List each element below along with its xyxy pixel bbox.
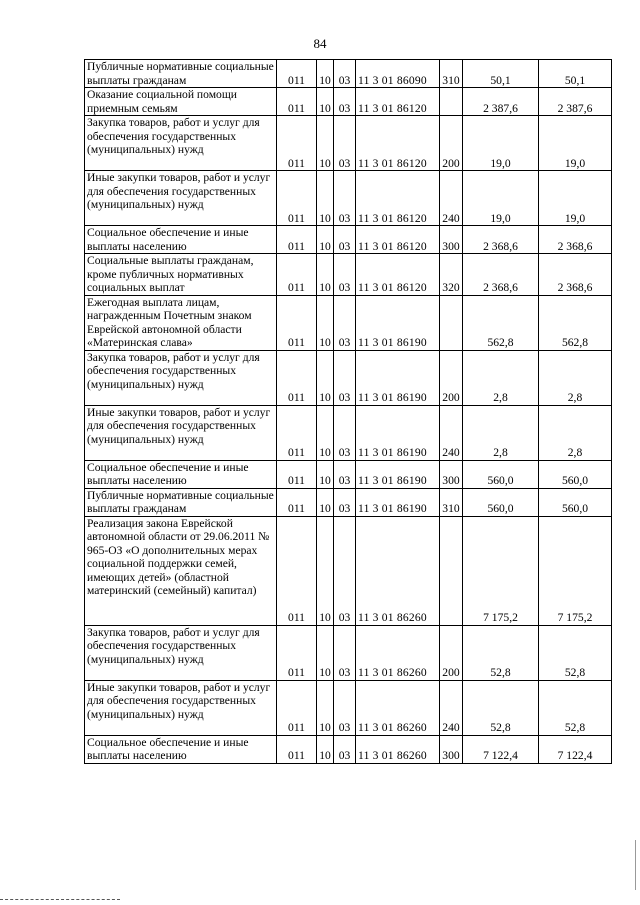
amount-2-cell: 7 175,2 bbox=[539, 516, 612, 625]
section-code-cell: 10 bbox=[317, 460, 334, 488]
target-article-cell: 11 3 01 86260 bbox=[356, 735, 440, 763]
grbs-code-cell: 011 bbox=[277, 488, 317, 516]
section-code-cell: 10 bbox=[317, 735, 334, 763]
grbs-code-cell: 011 bbox=[277, 460, 317, 488]
grbs-code-cell: 011 bbox=[277, 295, 317, 350]
row-name-cell: Закупка товаров, работ и услуг для обеспечения государственных (муниципальных) нужд bbox=[85, 350, 277, 405]
row-name-cell: Иные закупки товаров, работ и услуг для обеспечения государственных (муниципальных) нужд bbox=[85, 680, 277, 735]
amount-1-cell: 562,8 bbox=[463, 295, 539, 350]
subsection-code-cell: 03 bbox=[334, 735, 356, 763]
target-article-cell: 11 3 01 86260 bbox=[356, 680, 440, 735]
amount-2-cell: 19,0 bbox=[539, 116, 612, 171]
target-article-cell: 11 3 01 86260 bbox=[356, 625, 440, 680]
amount-2-cell: 7 122,4 bbox=[539, 735, 612, 763]
expense-type-cell bbox=[440, 295, 463, 350]
amount-1-cell: 7 175,2 bbox=[463, 516, 539, 625]
target-article-cell: 11 3 01 86120 bbox=[356, 88, 440, 116]
table-row bbox=[85, 60, 612, 88]
target-article-cell: 11 3 01 86190 bbox=[356, 295, 440, 350]
table-row bbox=[85, 680, 612, 735]
row-name-cell: Закупка товаров, работ и услуг для обеспечения государственных (муниципальных) нужд bbox=[85, 116, 277, 171]
expense-type-cell: 320 bbox=[440, 254, 463, 296]
section-code-cell: 10 bbox=[317, 116, 334, 171]
amount-1-cell: 2 368,6 bbox=[463, 254, 539, 296]
grbs-code-cell: 011 bbox=[277, 226, 317, 254]
row-name-cell: Закупка товаров, работ и услуг для обеспечения государственных (муниципальных) нужд bbox=[85, 625, 277, 680]
amount-1-cell: 2 387,6 bbox=[463, 88, 539, 116]
row-name-cell: Социальные выплаты гражданам, кроме публичных нормативных социальных выплат bbox=[85, 254, 277, 296]
subsection-code-cell: 03 bbox=[334, 226, 356, 254]
amount-2-cell: 2 368,6 bbox=[539, 254, 612, 296]
section-code-cell: 10 bbox=[317, 295, 334, 350]
section-code-cell: 10 bbox=[317, 350, 334, 405]
grbs-code-cell: 011 bbox=[277, 405, 317, 460]
amount-2-cell: 560,0 bbox=[539, 488, 612, 516]
table-row bbox=[85, 460, 612, 488]
budget-table bbox=[84, 59, 612, 764]
expense-type-cell: 200 bbox=[440, 350, 463, 405]
subsection-code-cell: 03 bbox=[334, 116, 356, 171]
table-body bbox=[85, 60, 612, 764]
subsection-code-cell: 03 bbox=[334, 488, 356, 516]
amount-1-cell: 7 122,4 bbox=[463, 735, 539, 763]
amount-2-cell: 2,8 bbox=[539, 350, 612, 405]
table-row bbox=[85, 350, 612, 405]
expense-type-cell: 310 bbox=[440, 60, 463, 88]
target-article-cell: 11 3 01 86120 bbox=[356, 116, 440, 171]
row-name-cell: Ежегодная выплата лицам, награжденным Почетным знаком Еврейской автономной области «Материнская слава» bbox=[85, 295, 277, 350]
target-article-cell: 11 3 01 86120 bbox=[356, 226, 440, 254]
row-name-cell: Социальное обеспечение и иные выплаты населению bbox=[85, 735, 277, 763]
subsection-code-cell: 03 bbox=[334, 680, 356, 735]
expense-type-cell: 300 bbox=[440, 735, 463, 763]
table-row bbox=[85, 88, 612, 116]
section-code-cell: 10 bbox=[317, 405, 334, 460]
table-row bbox=[85, 254, 612, 296]
table-row bbox=[85, 516, 612, 625]
amount-2-cell: 52,8 bbox=[539, 625, 612, 680]
amount-1-cell: 50,1 bbox=[463, 60, 539, 88]
subsection-code-cell: 03 bbox=[334, 460, 356, 488]
section-code-cell: 10 bbox=[317, 488, 334, 516]
amount-2-cell: 52,8 bbox=[539, 680, 612, 735]
target-article-cell: 11 3 01 86090 bbox=[356, 60, 440, 88]
expense-type-cell: 310 bbox=[440, 488, 463, 516]
expense-type-cell: 200 bbox=[440, 625, 463, 680]
amount-1-cell: 52,8 bbox=[463, 680, 539, 735]
expense-type-cell bbox=[440, 516, 463, 625]
grbs-code-cell: 011 bbox=[277, 116, 317, 171]
target-article-cell: 11 3 01 86120 bbox=[356, 171, 440, 226]
table-row bbox=[85, 295, 612, 350]
amount-2-cell: 50,1 bbox=[539, 60, 612, 88]
grbs-code-cell: 011 bbox=[277, 254, 317, 296]
target-article-cell: 11 3 01 86190 bbox=[356, 488, 440, 516]
subsection-code-cell: 03 bbox=[334, 405, 356, 460]
amount-1-cell: 19,0 bbox=[463, 171, 539, 226]
target-article-cell: 11 3 01 86120 bbox=[356, 254, 440, 296]
amount-1-cell: 19,0 bbox=[463, 116, 539, 171]
section-code-cell: 10 bbox=[317, 254, 334, 296]
amount-1-cell: 2,8 bbox=[463, 350, 539, 405]
row-name-cell: Публичные нормативные социальные выплаты гражданам bbox=[85, 488, 277, 516]
section-code-cell: 10 bbox=[317, 625, 334, 680]
amount-1-cell: 560,0 bbox=[463, 460, 539, 488]
section-code-cell: 10 bbox=[317, 680, 334, 735]
scan-artifact bbox=[0, 899, 120, 901]
row-name-cell: Оказание социальной помощи приемным семьям bbox=[85, 88, 277, 116]
subsection-code-cell: 03 bbox=[334, 171, 356, 226]
grbs-code-cell: 011 bbox=[277, 171, 317, 226]
grbs-code-cell: 011 bbox=[277, 88, 317, 116]
subsection-code-cell: 03 bbox=[334, 88, 356, 116]
table-row bbox=[85, 171, 612, 226]
table-row bbox=[85, 226, 612, 254]
page-number: 84 bbox=[313, 36, 327, 51]
scan-edge-artifact bbox=[635, 840, 636, 890]
target-article-cell: 11 3 01 86190 bbox=[356, 350, 440, 405]
expense-type-cell: 240 bbox=[440, 171, 463, 226]
grbs-code-cell: 011 bbox=[277, 350, 317, 405]
section-code-cell: 10 bbox=[317, 226, 334, 254]
grbs-code-cell: 011 bbox=[277, 60, 317, 88]
grbs-code-cell: 011 bbox=[277, 516, 317, 625]
table-row bbox=[85, 625, 612, 680]
expense-type-cell: 240 bbox=[440, 680, 463, 735]
row-name-cell: Иные закупки товаров, работ и услуг для обеспечения государственных (муниципальных) нужд bbox=[85, 171, 277, 226]
expense-type-cell: 200 bbox=[440, 116, 463, 171]
subsection-code-cell: 03 bbox=[334, 350, 356, 405]
amount-1-cell: 560,0 bbox=[463, 488, 539, 516]
section-code-cell: 10 bbox=[317, 88, 334, 116]
target-article-cell: 11 3 01 86260 bbox=[356, 516, 440, 625]
section-code-cell: 10 bbox=[317, 60, 334, 88]
subsection-code-cell: 03 bbox=[334, 295, 356, 350]
expense-type-cell: 240 bbox=[440, 405, 463, 460]
subsection-code-cell: 03 bbox=[334, 60, 356, 88]
table-row bbox=[85, 116, 612, 171]
grbs-code-cell: 011 bbox=[277, 735, 317, 763]
section-code-cell: 10 bbox=[317, 171, 334, 226]
amount-2-cell: 560,0 bbox=[539, 460, 612, 488]
expense-type-cell: 300 bbox=[440, 226, 463, 254]
amount-2-cell: 19,0 bbox=[539, 171, 612, 226]
subsection-code-cell: 03 bbox=[334, 625, 356, 680]
amount-2-cell: 2 368,6 bbox=[539, 226, 612, 254]
row-name-cell: Социальное обеспечение и иные выплаты населению bbox=[85, 226, 277, 254]
grbs-code-cell: 011 bbox=[277, 680, 317, 735]
table-row bbox=[85, 405, 612, 460]
expense-type-cell: 300 bbox=[440, 460, 463, 488]
amount-2-cell: 562,8 bbox=[539, 295, 612, 350]
amount-1-cell: 2,8 bbox=[463, 405, 539, 460]
expense-type-cell bbox=[440, 88, 463, 116]
row-name-cell: Публичные нормативные социальные выплаты гражданам bbox=[85, 60, 277, 88]
row-name-cell: Иные закупки товаров, работ и услуг для обеспечения государственных (муниципальных) нужд bbox=[85, 405, 277, 460]
row-name-cell: Социальное обеспечение и иные выплаты населению bbox=[85, 460, 277, 488]
target-article-cell: 11 3 01 86190 bbox=[356, 460, 440, 488]
subsection-code-cell: 03 bbox=[334, 516, 356, 625]
amount-1-cell: 2 368,6 bbox=[463, 226, 539, 254]
amount-2-cell: 2,8 bbox=[539, 405, 612, 460]
target-article-cell: 11 3 01 86190 bbox=[356, 405, 440, 460]
section-code-cell: 10 bbox=[317, 516, 334, 625]
subsection-code-cell: 03 bbox=[334, 254, 356, 296]
amount-1-cell: 52,8 bbox=[463, 625, 539, 680]
amount-2-cell: 2 387,6 bbox=[539, 88, 612, 116]
table-row bbox=[85, 735, 612, 763]
grbs-code-cell: 011 bbox=[277, 625, 317, 680]
row-name-cell: Реализация закона Еврейской автономной области от 29.06.2011 № 965-ОЗ «О дополнительных мерах социальной поддержки семей, имеющих детей» (областной материнский (семейный) капитал) bbox=[85, 516, 277, 625]
table-row bbox=[85, 488, 612, 516]
